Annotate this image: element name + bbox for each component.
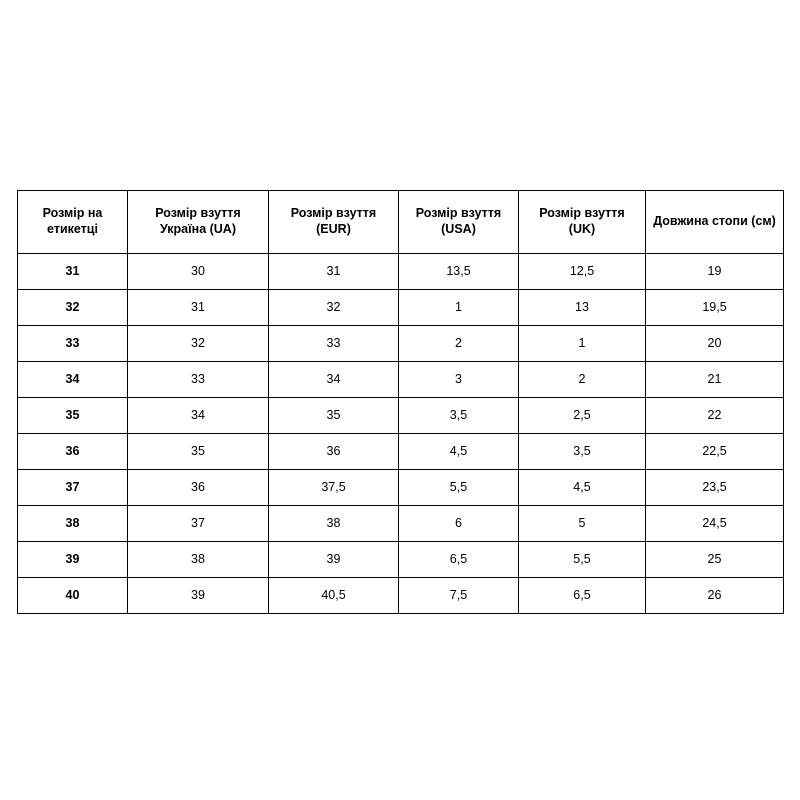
cell-ua-size: 30 — [128, 254, 269, 290]
column-header-foot-length: Довжина стопи (см) — [646, 191, 784, 254]
column-header-usa-size: Розмір взуття (USA) — [399, 191, 519, 254]
cell-usa-size: 3,5 — [399, 398, 519, 434]
cell-label-size: 37 — [18, 470, 128, 506]
cell-usa-size: 6,5 — [399, 542, 519, 578]
cell-eur-size: 33 — [269, 326, 399, 362]
cell-foot-length: 19 — [646, 254, 784, 290]
cell-label-size: 33 — [18, 326, 128, 362]
cell-foot-length: 26 — [646, 578, 784, 614]
cell-eur-size: 31 — [269, 254, 399, 290]
cell-ua-size: 37 — [128, 506, 269, 542]
cell-ua-size: 31 — [128, 290, 269, 326]
cell-label-size: 38 — [18, 506, 128, 542]
cell-uk-size: 12,5 — [519, 254, 646, 290]
table-header — [18, 191, 784, 254]
cell-eur-size: 34 — [269, 362, 399, 398]
cell-label-size: 36 — [18, 434, 128, 470]
table-row — [18, 254, 784, 290]
table-row — [18, 542, 784, 578]
cell-eur-size: 37,5 — [269, 470, 399, 506]
cell-usa-size: 6 — [399, 506, 519, 542]
cell-uk-size: 1 — [519, 326, 646, 362]
cell-uk-size: 6,5 — [519, 578, 646, 614]
table-row — [18, 578, 784, 614]
table-row — [18, 398, 784, 434]
cell-uk-size: 2,5 — [519, 398, 646, 434]
cell-eur-size: 35 — [269, 398, 399, 434]
cell-foot-length: 20 — [646, 326, 784, 362]
column-header-label-size: Розмір на етикетці — [18, 191, 128, 254]
table-row — [18, 470, 784, 506]
column-header-ua-size: Розмір взуття Україна (UA) — [128, 191, 269, 254]
cell-usa-size: 13,5 — [399, 254, 519, 290]
column-header-eur-size: Розмір взуття (EUR) — [269, 191, 399, 254]
cell-eur-size: 40,5 — [269, 578, 399, 614]
size-chart-container — [17, 190, 783, 614]
cell-ua-size: 36 — [128, 470, 269, 506]
cell-usa-size: 2 — [399, 326, 519, 362]
cell-usa-size: 1 — [399, 290, 519, 326]
cell-eur-size: 36 — [269, 434, 399, 470]
cell-eur-size: 32 — [269, 290, 399, 326]
cell-usa-size: 7,5 — [399, 578, 519, 614]
cell-uk-size: 13 — [519, 290, 646, 326]
cell-usa-size: 5,5 — [399, 470, 519, 506]
cell-uk-size: 5 — [519, 506, 646, 542]
cell-label-size: 32 — [18, 290, 128, 326]
cell-label-size: 34 — [18, 362, 128, 398]
cell-ua-size: 35 — [128, 434, 269, 470]
cell-eur-size: 39 — [269, 542, 399, 578]
cell-ua-size: 33 — [128, 362, 269, 398]
cell-uk-size: 2 — [519, 362, 646, 398]
cell-uk-size: 3,5 — [519, 434, 646, 470]
table-body — [18, 254, 784, 614]
cell-ua-size: 34 — [128, 398, 269, 434]
cell-eur-size: 38 — [269, 506, 399, 542]
size-chart-table — [17, 190, 784, 614]
table-row — [18, 326, 784, 362]
cell-foot-length: 22 — [646, 398, 784, 434]
cell-ua-size: 39 — [128, 578, 269, 614]
cell-foot-length: 22,5 — [646, 434, 784, 470]
table-header-row — [18, 191, 784, 254]
cell-label-size: 40 — [18, 578, 128, 614]
cell-foot-length: 24,5 — [646, 506, 784, 542]
table-row — [18, 434, 784, 470]
cell-usa-size: 4,5 — [399, 434, 519, 470]
cell-foot-length: 25 — [646, 542, 784, 578]
table-row — [18, 290, 784, 326]
cell-label-size: 39 — [18, 542, 128, 578]
cell-uk-size: 4,5 — [519, 470, 646, 506]
cell-label-size: 35 — [18, 398, 128, 434]
cell-foot-length: 23,5 — [646, 470, 784, 506]
cell-ua-size: 32 — [128, 326, 269, 362]
cell-foot-length: 21 — [646, 362, 784, 398]
column-header-uk-size: Розмір взуття (UK) — [519, 191, 646, 254]
cell-foot-length: 19,5 — [646, 290, 784, 326]
table-row — [18, 362, 784, 398]
cell-ua-size: 38 — [128, 542, 269, 578]
cell-label-size: 31 — [18, 254, 128, 290]
table-row — [18, 506, 784, 542]
cell-usa-size: 3 — [399, 362, 519, 398]
cell-uk-size: 5,5 — [519, 542, 646, 578]
